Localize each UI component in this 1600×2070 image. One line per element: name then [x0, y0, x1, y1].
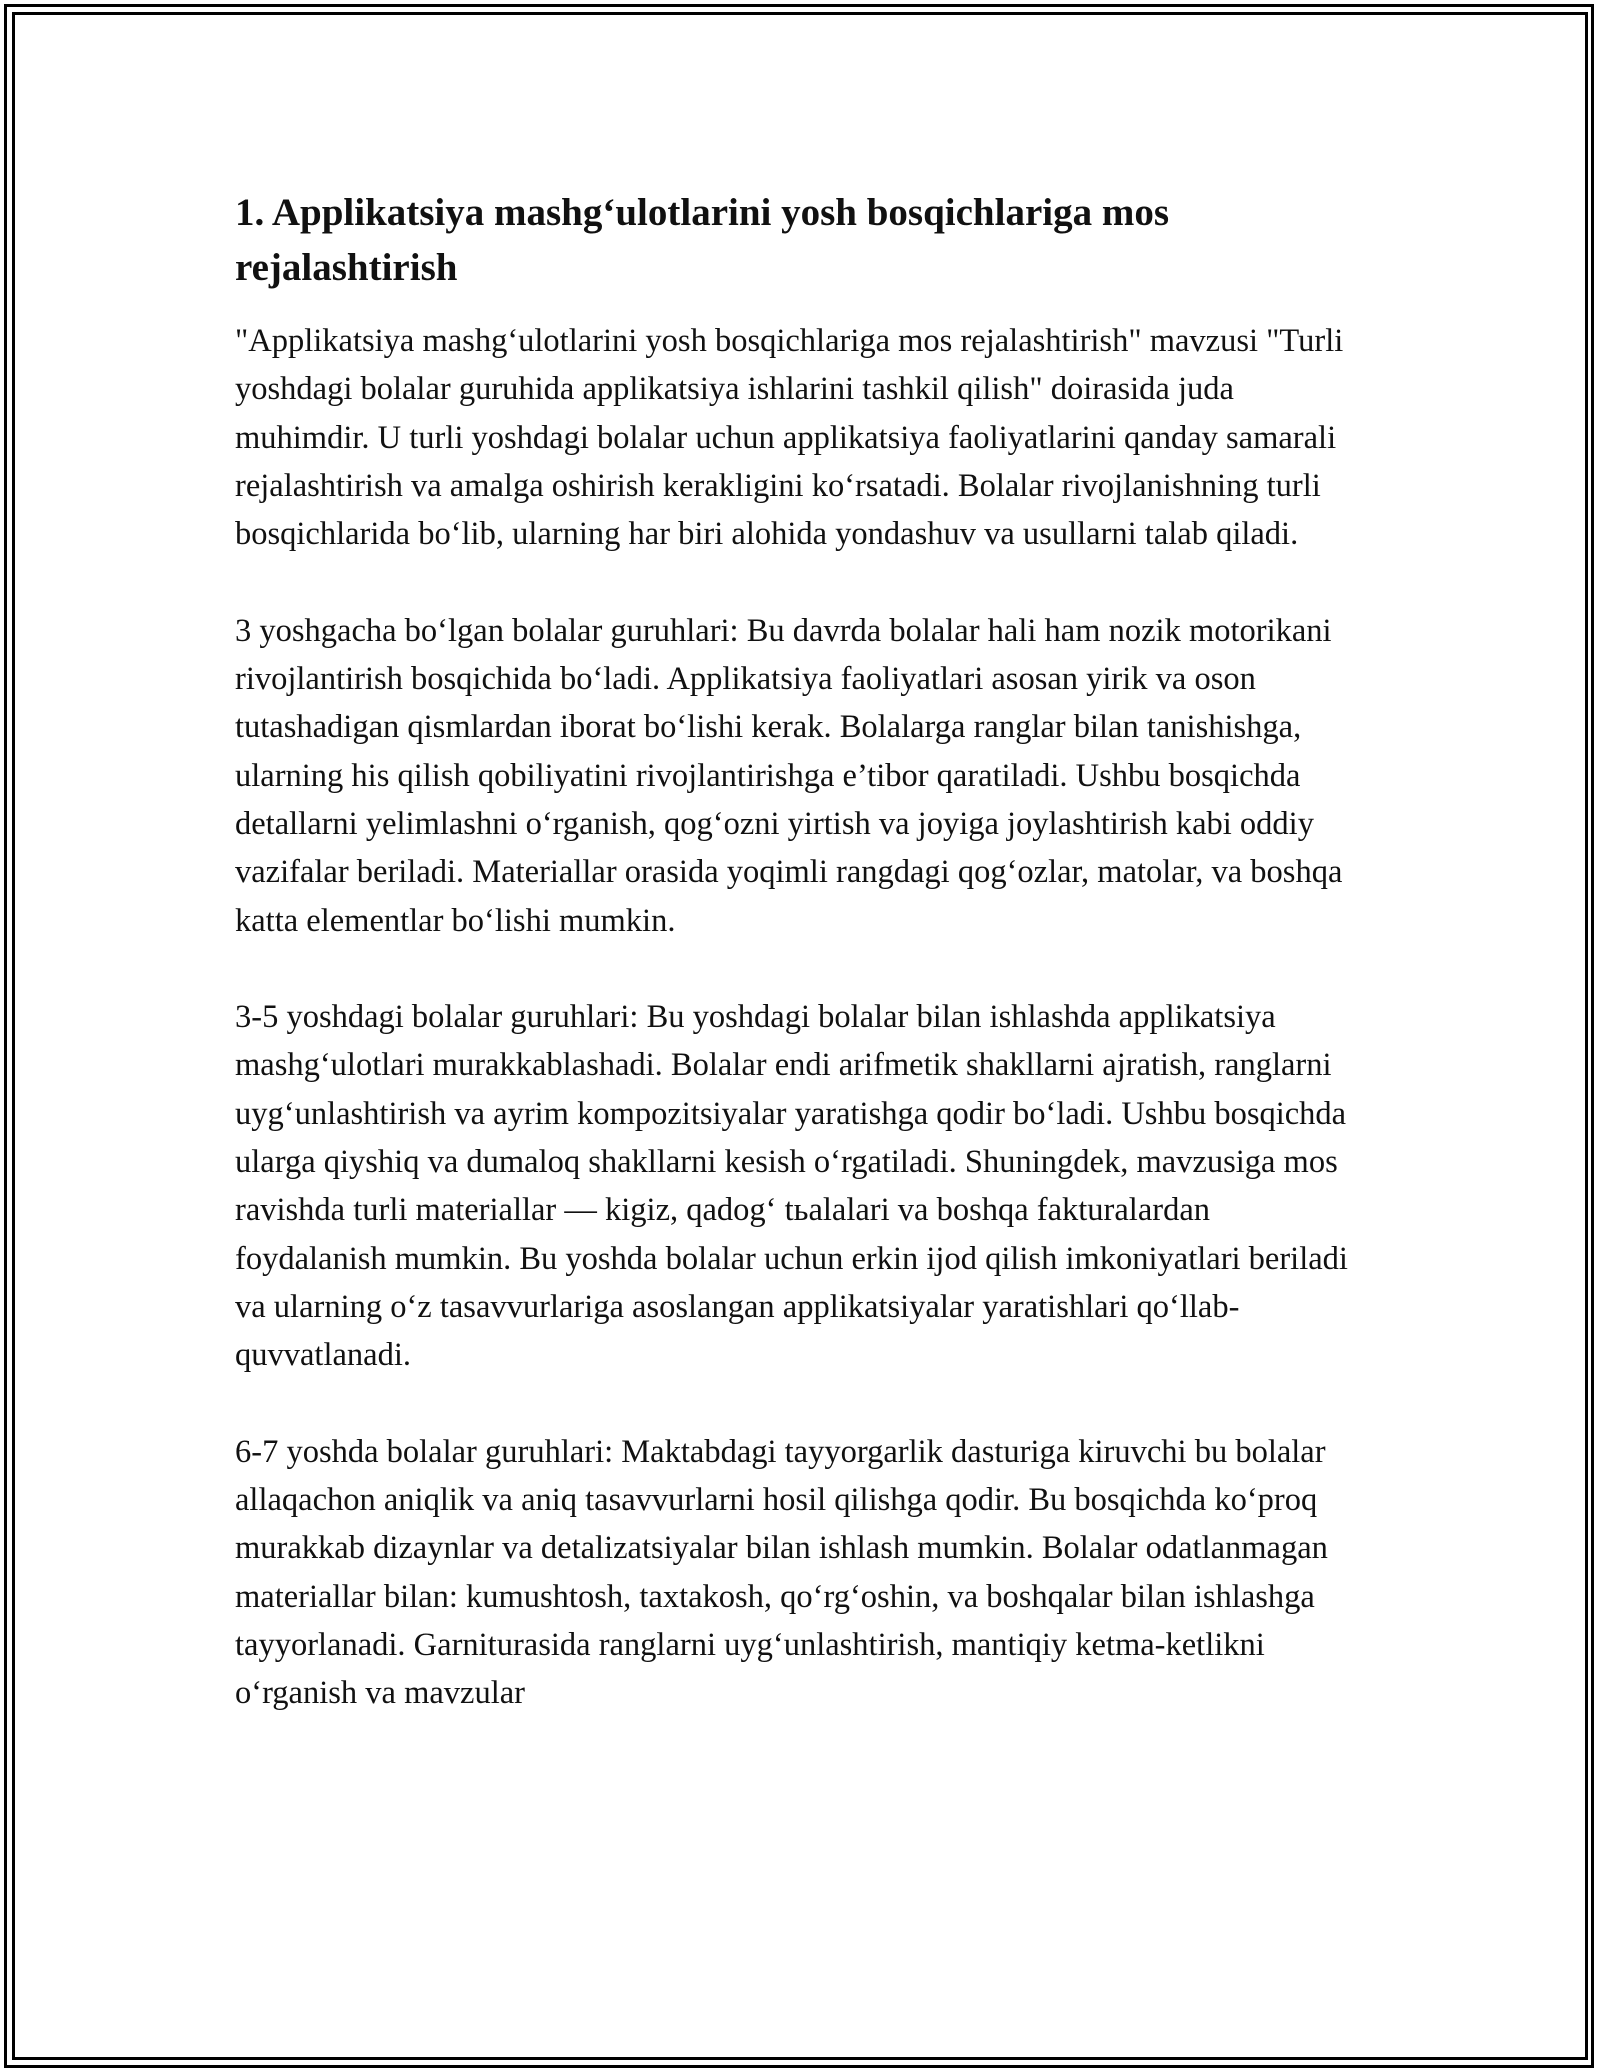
document-body: [235, 185, 1365, 1766]
paragraph-under-3: 3 yoshgacha bo‘lgan bolalar guruhlari: Bu davrda bolalar hali ham nozik motorikani rivojlantirish bosqichida bo‘ladi. Applikatsiya faoliyatlari asosan yirik va oson tutashadigan qismlardan iborat bo‘lishi kerak. Bolalarga ranglar bilan tanishishga, ularning his qilish qobiliyatini rivojlantirishga e’tibor qaratiladi. Ushbu bosqichda detallarni yelimlashni o‘rganish, qog‘ozni yirtish va joyiga joylashtirish kabi oddiy vazifalar beriladi. Materiallar orasida yoqimli rangdagi qog‘ozlar, matolar, va boshqa katta elementlar bo‘lishi mumkin.: [235, 612, 1343, 939]
paragraph-6-7: 6-7 yoshda bolalar guruhlari: Maktabdagi tayyorgarlik dasturiga kiruvchi bu bolalar allaqachon aniqlik va aniq tasavvurlarni hosil qilishga qodir. Bu bosqichda ko‘proq murakkab dizaynlar va detalizatsiyalar bilan ishlash mumkin. Bolalar odatlanmagan materiallar bilan: kumushtosh, taxtakosh, qo‘rg‘oshin, va boshqalar bilan ishlashga tayyorlanadi. Garniturasida ranglarni uyg‘unlashtirish, mantiqiy ketma-ketlikni o‘rganish va mavzular: [235, 1433, 1328, 1712]
paragraph-3-5: 3-5 yoshdagi bolalar guruhlari: Bu yoshdagi bolalar bilan ishlashda applikatsiya mashg‘ulotlari murakkablashadi. Bolalar endi arifmetik shakllarni ajratish, ranglarni uyg‘unlashtirish va ayrim kompozitsiyalar yaratishga qodir bo‘ladi. Ushbu bosqichda ularga qiyshiq va dumaloq shakllarni kesish o‘rgatiladi. Shuningdek, mavzusiga mos ravishda turli materiallar — kigiz, qadog‘ tьalalari va boshqa fakturalardan foydalanish mumkin. Bu yoshda bolalar uchun erkin ijod qilish imkoniyatlari beriladi va ularning o‘z tasavvurlariga asoslangan applikatsiyalar yaratishlari qo‘llab-quvvatlanadi.: [235, 999, 1348, 1374]
paragraph-intro: "Applikatsiya mashg‘ulotlarini yosh bosqichlariga mos rejalashtirish" mavzusi "Turli yoshdagi bolalar guruhida applikatsiya ishlarini tashkil qilish" doirasida juda muhimdir. U turli yoshdagi bolalar uchun applikatsiya faoliyatlarini qanday samarali rejalashtirish va amalga oshirish kerakligini ko‘rsatadi. Bolalar rivojlanishning turli bosqichlarida bo‘lib, ularning har biri alohida yondashuv va usullarni talab qiladi.: [235, 323, 1344, 553]
section-heading: 1. Applikatsiya mashg‘ulotlarini yosh bosqichlariga mos rejalashtirish: [235, 191, 1170, 289]
